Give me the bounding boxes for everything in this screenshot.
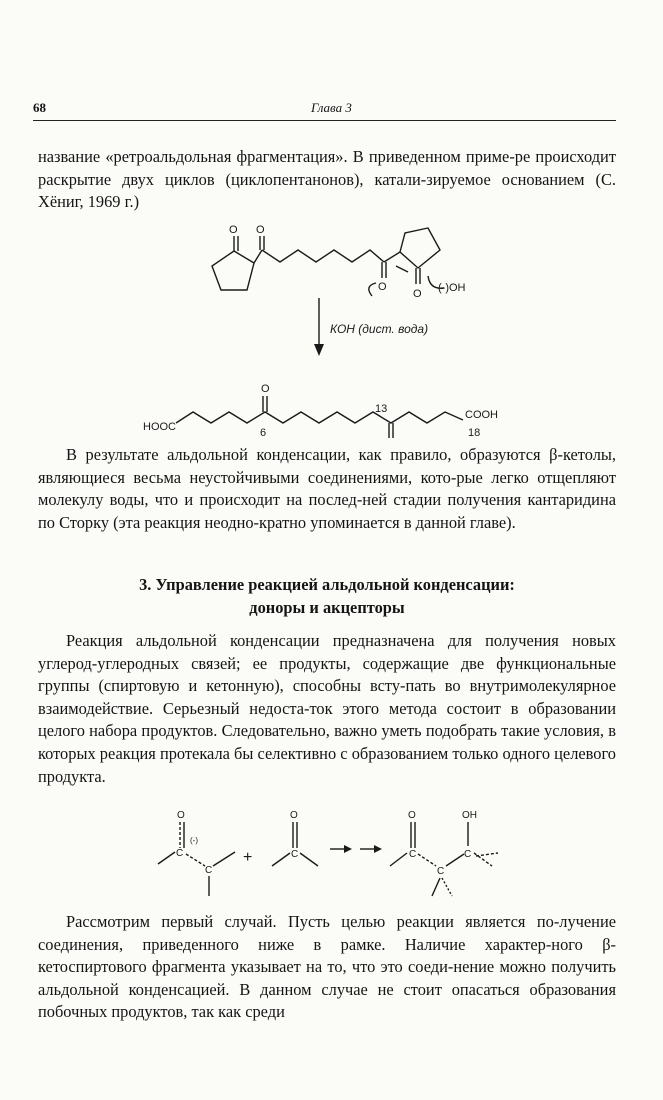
o-label-2: O — [256, 224, 265, 236]
carbonyl-c: C — [291, 849, 299, 860]
paragraph-aldol-purpose-text: Реакция альдольной конденсации предназначена для получения новых углерод-углеродных связей; ее продукты, содержащие две функциональные группы (спиртовую и кетонную), способны всту-пать во внутримолекулярное взаимодействие. Серьезный недоста-ток этого метода состоит в образовании целого набора продуктов. Следовательно, важно уметь подобрать такие условия, в которых реакция протекала бы селективно с образованием только одного целевого продукта. — [38, 631, 616, 786]
carbonyl-o: O — [290, 810, 298, 821]
product-cooh: COOH — [465, 409, 498, 421]
locant-13: 13 — [375, 403, 388, 415]
enolate-c1: C — [176, 848, 184, 859]
hydroxide-label: (-)OH — [438, 282, 466, 294]
product-hooc: HOOC — [143, 421, 176, 433]
chapter-title: Глава 3 — [311, 100, 352, 115]
product-oh: OH — [462, 810, 477, 821]
product-carbonyl-o: O — [408, 810, 416, 821]
product-c3: C — [464, 849, 472, 860]
paragraph-first-case-text: Рассмотрим первый случай. Пусть целью реакции является по-лучение соединения, приведенного ниже в рамке. Наличие характер-ного β-кетоспиртового фрагмента указывает на то, что это соеди-нение можно получить альдольной конденсацией. В данном случае не стоит опасаться образования побочных продуктов, так как среди — [38, 912, 616, 1022]
product-c2: C — [437, 866, 445, 877]
section-heading-line2: доноры и акцепторы — [249, 597, 405, 617]
product-c1: C — [409, 849, 417, 860]
o-label-1: O — [229, 224, 238, 236]
paragraph-first-case — [38, 911, 616, 1024]
locant-18: 18 — [468, 427, 481, 439]
reagent-label: КОН (дист. вода) — [330, 322, 429, 336]
enolate-o: O — [177, 810, 185, 821]
o-label-4: O — [413, 288, 422, 300]
product-o-1: O — [261, 383, 270, 395]
section-heading-line1: 3. Управление реакцией альдольной конденсации: — [139, 575, 515, 594]
plus-sign: + — [243, 849, 253, 866]
paragraph-intro: название «ретроальдольная фрагментация». В приведенном приме-ре происходит раскрытие двух циклов (циклопентанонов), катали-зируемое основанием (С. Хёниг, 1969 г.) — [38, 147, 616, 212]
o-label-3: O — [378, 281, 387, 293]
enolate-charge: (-) — [190, 836, 198, 845]
enolate-c2: C — [205, 865, 213, 876]
locant-6: 6 — [260, 427, 267, 439]
paragraph-beta-ketols-text: В результате альдольной конденсации, как правило, образуются β-кетолы, являющиеся весьма неустойчивыми соединениями, кото-рые легко отщепляют молекулу воды, что и происходит на послед-ней стадии получения кантаридина по Сторку (эта реакция неодно-кратно упоминается в данной главе). — [38, 445, 616, 532]
page-number: 68 — [33, 100, 46, 115]
